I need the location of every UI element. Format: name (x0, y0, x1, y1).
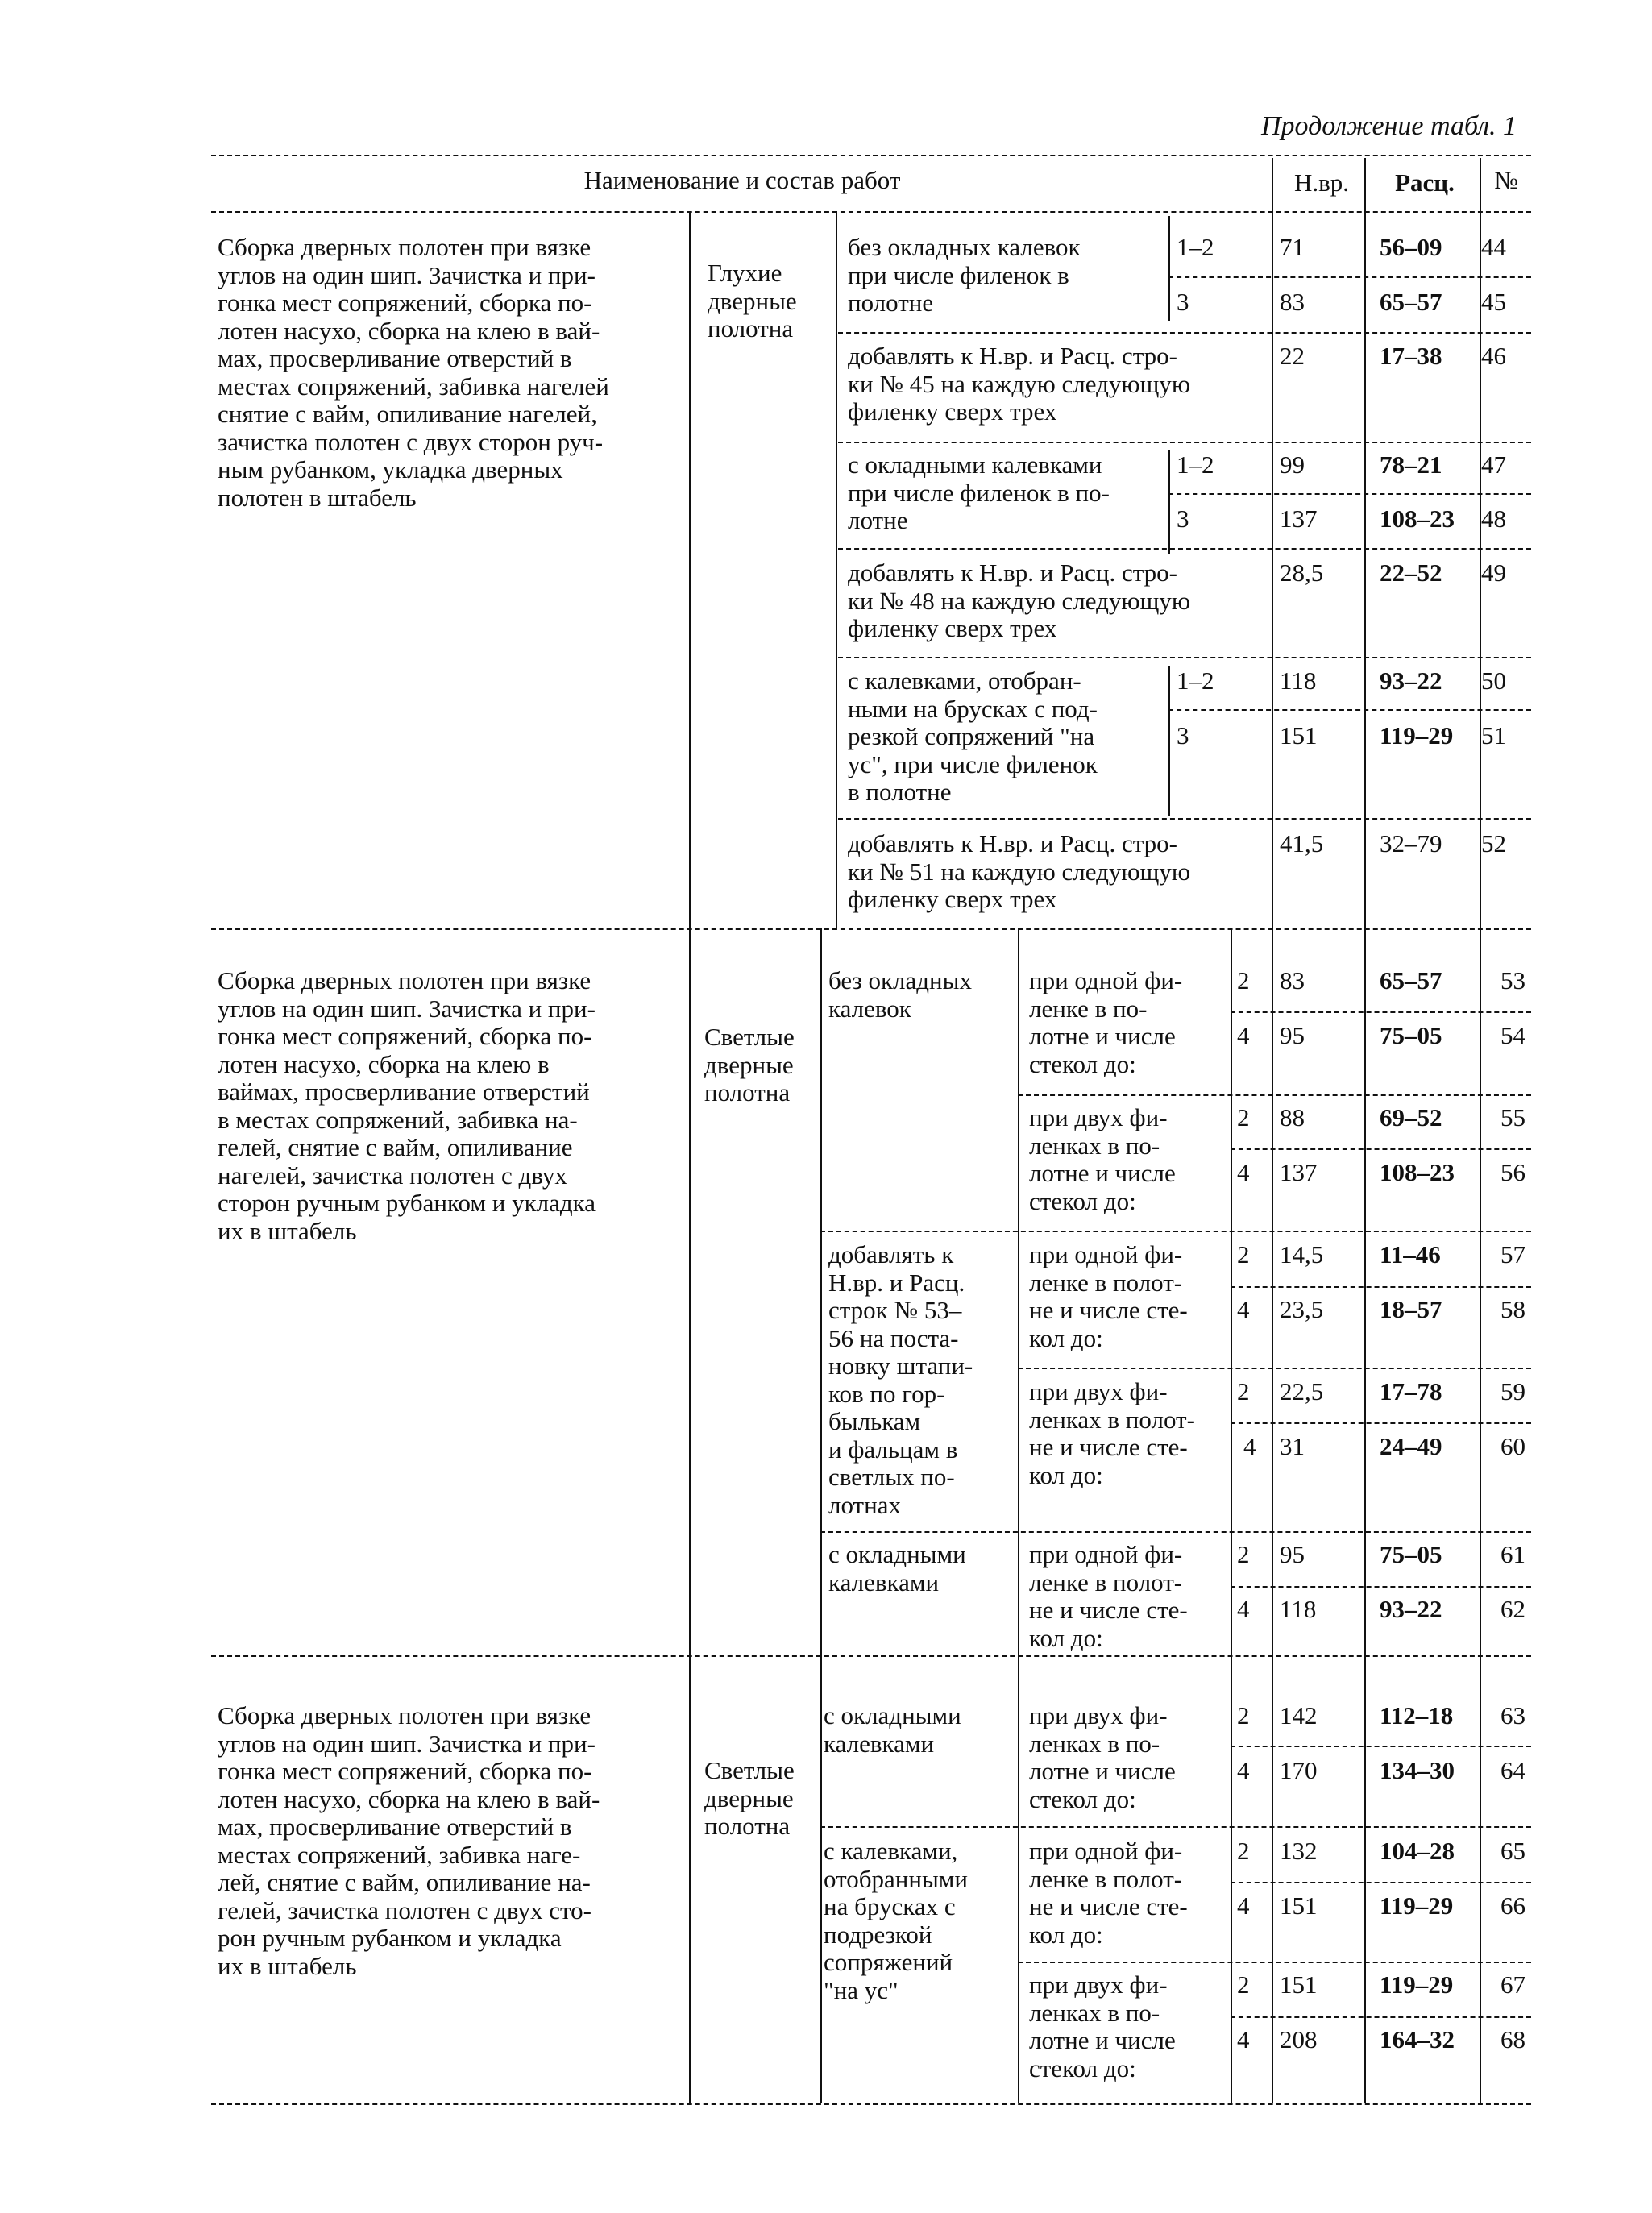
rate-cell: 22–52 (1380, 558, 1442, 587)
group-label: с окладными калевками (824, 1701, 961, 1758)
norm-cell: 151 (1280, 721, 1318, 749)
rate-cell: 75–05 (1380, 1021, 1442, 1049)
rule (1168, 493, 1531, 495)
sub-label: при двух фи- ленках в по- лотне и числе стекол до: (1029, 1970, 1176, 2082)
sub-label: при одной фи- ленке в полот- не и числе сте- кол до: (1029, 1837, 1188, 1949)
qty-cell: 4 (1243, 1432, 1256, 1460)
num-cell: 68 (1500, 2025, 1525, 2053)
qty-cell: 4 (1237, 1158, 1250, 1186)
norm-cell: 28,5 (1280, 558, 1324, 587)
group-label: добавлять к Н.вр. и Расц. строк № 53– 56 на поста- новку штапи- ков по гор- былькам и фальцам в светлых по- лотнах (828, 1240, 973, 1519)
rule (838, 442, 1531, 443)
sub-label: при одной фи- ленке в по- лотне и числе стекол до: (1029, 966, 1183, 1078)
rule (1364, 211, 1366, 2103)
rule (689, 211, 691, 2103)
num-cell: 44 (1481, 233, 1506, 261)
rate-cell: 17–38 (1380, 342, 1442, 370)
norm-cell: 71 (1280, 233, 1305, 261)
norm-cell: 142 (1280, 1701, 1318, 1729)
group-label: с окладными калевками (828, 1540, 966, 1596)
num-cell: 51 (1481, 721, 1506, 749)
sub-label: при двух фи- ленках в по- лотне и числе стекол до: (1029, 1701, 1176, 1813)
qty-cell: 4 (1237, 2025, 1250, 2053)
qty-cell: 3 (1177, 721, 1189, 749)
norm-cell: 83 (1280, 288, 1305, 316)
rule (1231, 928, 1232, 1655)
qty-cell: 3 (1177, 288, 1189, 316)
num-cell: 65 (1500, 1837, 1525, 1865)
header-rate: Расц. (1395, 168, 1455, 197)
num-cell: 63 (1500, 1701, 1525, 1729)
num-cell: 67 (1500, 1970, 1525, 1999)
header-name: Наименование и состав работ (583, 166, 901, 194)
rule (1231, 1746, 1531, 1747)
qty-cell: 4 (1237, 1021, 1250, 1049)
norm-cell: 151 (1280, 1891, 1318, 1920)
qty-cell: 2 (1237, 1377, 1250, 1405)
rule (838, 818, 1531, 820)
qty-cell: 4 (1237, 1295, 1250, 1323)
rule-top (211, 155, 1531, 156)
section-type: Светлые дверные полотна (704, 1023, 795, 1106)
rate-cell: 18–57 (1380, 1295, 1442, 1323)
rule-header (211, 211, 1531, 213)
norm-cell: 132 (1280, 1837, 1318, 1865)
rule (211, 928, 1531, 930)
rate-cell: 134–30 (1380, 1756, 1455, 1784)
norm-cell: 118 (1280, 1595, 1317, 1623)
norm-cell: 83 (1280, 966, 1305, 994)
rule (820, 1655, 822, 2103)
rule (1231, 1422, 1531, 1424)
rule (211, 1655, 1531, 1657)
rule (1364, 158, 1366, 211)
norm-cell: 208 (1280, 2025, 1318, 2053)
rule (838, 332, 1531, 334)
norm-cell: 31 (1280, 1432, 1305, 1460)
header-norm: Н.вр. (1293, 168, 1350, 197)
num-cell: 56 (1500, 1158, 1525, 1186)
num-cell: 48 (1481, 504, 1506, 533)
section-description: Сборка дверных полотен при вязке углов на один шип. Зачистка и при- гонка мест сопряжений, сборка по- лотен насухо, сборка на клею в ваймах, просверливание отверстий в местах сопряжений, забивка на- гелей, снятие с вайм, опиливание нагелей, зачистка полотен с двух сторон ручным рубанком и укладка их в штабель (218, 966, 596, 1245)
norm-cell: 41,5 (1280, 829, 1324, 857)
rate-cell: 65–57 (1380, 966, 1442, 994)
rule (1168, 666, 1170, 816)
qty-cell: 4 (1237, 1891, 1250, 1920)
rate-cell: 17–78 (1380, 1377, 1442, 1405)
rule (1231, 1655, 1232, 2103)
group-label: с калевками, отобранными на брусках с подрезкой сопряжений "на ус" (824, 1837, 968, 2004)
rule (1231, 1148, 1531, 1150)
rule (1231, 1286, 1531, 1288)
norm-cell: 95 (1280, 1021, 1305, 1049)
rule (1168, 216, 1170, 321)
rate-cell: 119–29 (1380, 721, 1454, 749)
rule (1018, 1368, 1531, 1369)
rate-cell: 32–79 (1380, 829, 1442, 857)
num-cell: 62 (1500, 1595, 1525, 1623)
sub-label: при одной фи- ленке в полот- не и числе сте- кол до: (1029, 1540, 1188, 1652)
rule (820, 928, 822, 1655)
num-cell: 50 (1481, 666, 1506, 695)
qty-cell: 2 (1237, 1701, 1250, 1729)
rate-cell: 24–49 (1380, 1432, 1442, 1460)
qty-cell: 4 (1237, 1756, 1250, 1784)
qty-cell: 2 (1237, 1970, 1250, 1999)
qty-cell: 3 (1177, 504, 1189, 533)
rule (1272, 211, 1273, 2103)
rate-cell: 93–22 (1380, 1595, 1442, 1623)
table-caption: Продолжение табл. 1 (1261, 111, 1517, 141)
qty-cell: 2 (1237, 1540, 1250, 1568)
rate-cell: 56–09 (1380, 233, 1442, 261)
num-cell: 64 (1500, 1756, 1525, 1784)
num-cell: 66 (1500, 1891, 1525, 1920)
section-description: Сборка дверных полотен при вязке углов на один шип. Зачистка и при- гонка мест сопряжений, сборка по- лотен насухо, сборка на клею в вай- мах, просверливание отверстий в местах сопряжений, забивка наге- лей, снятие с вайм, опиливание на- гелей, зачистка полотен с двух сто- рон ручным рубанком и укладка их в штабель (218, 1701, 600, 1980)
rule (1231, 2016, 1531, 2018)
rate-cell: 11–46 (1380, 1240, 1441, 1268)
rule (1168, 276, 1531, 278)
qty-cell: 1–2 (1177, 233, 1214, 261)
group-label: добавлять к Н.вр. и Расц. стро- ки № 51 на каждую следующую филенку сверх трех (848, 829, 1191, 913)
num-cell: 57 (1500, 1240, 1525, 1268)
rate-cell: 164–32 (1380, 2025, 1455, 2053)
rule (1018, 928, 1019, 1655)
sub-label: при одной фи- ленке в полот- не и числе сте- кол до: (1029, 1240, 1188, 1352)
rate-cell: 69–52 (1380, 1103, 1442, 1131)
rule (838, 657, 1531, 658)
sub-label: при двух фи- ленках в полот- не и числе сте- кол до: (1029, 1377, 1195, 1489)
rate-cell: 108–23 (1380, 504, 1455, 533)
rate-cell: 119–29 (1380, 1970, 1454, 1999)
norm-cell: 88 (1280, 1103, 1305, 1131)
group-label: без окладных калевок при числе филенок в полотне (848, 233, 1081, 317)
num-cell: 55 (1500, 1103, 1525, 1131)
rule (1480, 158, 1481, 211)
group-label: с окладными калевками при числе филенок в по- лотне (848, 450, 1110, 534)
num-cell: 54 (1500, 1021, 1525, 1049)
group-label: добавлять к Н.вр. и Расц. стро- ки № 45 на каждую следующую филенку сверх трех (848, 342, 1191, 426)
rule (1272, 158, 1273, 211)
section-description: Сборка дверных полотен при вязке углов на один шип. Зачистка и при- гонка мест сопряжений, сборка по- лотен насухо, сборка на клею в вай- мах, просверливание отверстий в местах сопряжений, забивка нагелей снятие с вайм, опиливание нагелей, зачистка полотен с двух сторон руч- ным рубанком, укладка дверных полотен в штабель (218, 233, 609, 512)
num-cell: 60 (1500, 1432, 1525, 1460)
rate-cell: 65–57 (1380, 288, 1442, 316)
num-cell: 52 (1481, 829, 1506, 857)
norm-cell: 137 (1280, 504, 1318, 533)
rule (836, 211, 837, 928)
rule (1018, 1655, 1019, 2103)
norm-cell: 14,5 (1280, 1240, 1324, 1268)
group-label: с калевками, отобран- ными на брусках с под- резкой сопряжений "на ус", при числе филенок в полотне (848, 666, 1098, 806)
num-cell: 47 (1481, 450, 1506, 479)
rule (820, 1231, 1531, 1232)
rule (1168, 450, 1170, 554)
rate-cell: 78–21 (1380, 450, 1442, 479)
qty-cell: 2 (1237, 1240, 1250, 1268)
norm-cell: 99 (1280, 450, 1305, 479)
rule (1018, 1962, 1531, 1963)
section-type: Светлые дверные полотна (704, 1756, 795, 1840)
rule (1231, 1882, 1531, 1883)
qty-cell: 2 (1237, 1103, 1250, 1131)
rule (820, 1826, 1531, 1828)
rate-cell: 104–28 (1380, 1837, 1455, 1865)
norm-cell: 95 (1280, 1540, 1305, 1568)
rate-cell: 119–29 (1380, 1891, 1454, 1920)
group-label: без окладных калевок (828, 966, 972, 1023)
group-label: добавлять к Н.вр. и Расц. стро- ки № 48 на каждую следующую филенку сверх трех (848, 558, 1191, 642)
num-cell: 49 (1481, 558, 1506, 587)
rate-cell: 93–22 (1380, 666, 1442, 695)
norm-cell: 22 (1280, 342, 1305, 370)
num-cell: 61 (1500, 1540, 1525, 1568)
rule-bottom (211, 2103, 1531, 2105)
rule (1231, 1011, 1531, 1013)
rate-cell: 112–18 (1380, 1701, 1454, 1729)
rule (838, 548, 1531, 550)
num-cell: 59 (1500, 1377, 1525, 1405)
qty-cell: 1–2 (1177, 450, 1214, 479)
rule (1480, 211, 1481, 2103)
section-type: Глухие дверные полотна (708, 259, 797, 343)
rate-cell: 75–05 (1380, 1540, 1442, 1568)
norm-cell: 170 (1280, 1756, 1318, 1784)
norm-cell: 23,5 (1280, 1295, 1324, 1323)
qty-cell: 2 (1237, 966, 1250, 994)
norm-cell: 22,5 (1280, 1377, 1324, 1405)
sub-label: при двух фи- ленках в по- лотне и числе стекол до: (1029, 1103, 1176, 1215)
header-num: № (1494, 166, 1518, 194)
rule (1018, 1094, 1531, 1096)
norm-cell: 151 (1280, 1970, 1318, 1999)
rule (1168, 709, 1531, 711)
qty-cell: 4 (1237, 1595, 1250, 1623)
num-cell: 53 (1500, 966, 1525, 994)
norm-cell: 118 (1280, 666, 1317, 695)
num-cell: 46 (1481, 342, 1506, 370)
rule (1231, 1586, 1531, 1588)
rate-cell: 108–23 (1380, 1158, 1455, 1186)
qty-cell: 2 (1237, 1837, 1250, 1865)
rule (820, 1531, 1531, 1533)
num-cell: 58 (1500, 1295, 1525, 1323)
qty-cell: 1–2 (1177, 666, 1214, 695)
num-cell: 45 (1481, 288, 1506, 316)
norm-cell: 137 (1280, 1158, 1318, 1186)
